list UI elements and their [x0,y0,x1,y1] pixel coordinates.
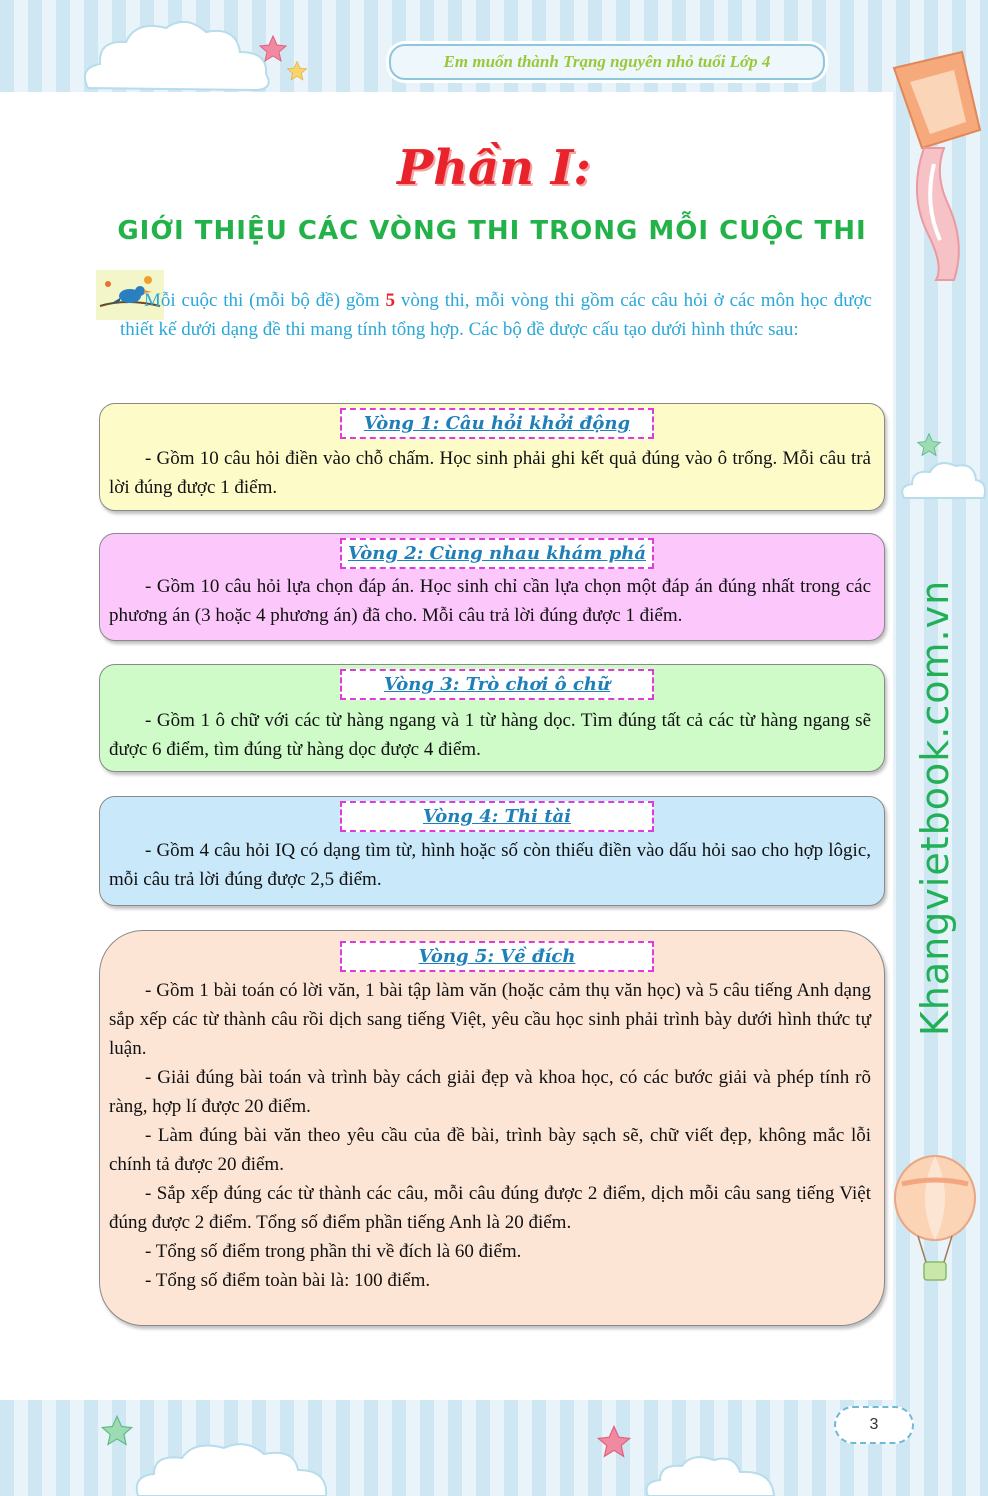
round-title: Vòng 3: Trò chơi ô chữ [340,669,654,700]
star-icon [596,1424,632,1460]
round-title: Vòng 2: Cùng nhau khám phá [340,538,654,569]
publisher-watermark: Khangvietbook.com.vn [913,579,957,1037]
round-paragraph: - Làm đúng bài văn theo yêu cầu của đề bài, trình bày sạch sẽ, chữ viết đẹp, không mắc lỗi chính tả được 20 điểm. [109,1125,871,1175]
round-paragraph: - Sắp xếp đúng các từ thành các câu, mỗi câu đúng được 2 điểm, dịch mỗi câu sang tiếng Việt đúng được 2 điểm. Tổng số điểm phần tiếng Anh là 20 điểm. [109,1183,871,1233]
intro-text-start: Mỗi cuộc thi (mỗi bộ đề) gồm [144,290,386,311]
round-description [109,572,871,630]
round-paragraph: - Gồm 4 câu hỏi IQ có dạng tìm từ, hình hoặc số còn thiếu điền vào dấu hỏi sao cho hợp lôgic, mỗi câu trả lời đúng được 2,5 điểm. [109,840,871,890]
star-icon [258,34,288,64]
page-title: Phần I: [397,140,591,196]
cloud-icon [78,18,278,96]
round-paragraph: - Giải đúng bài toán và trình bày cách giải đẹp và khoa học, có các bước giải và phép tính rõ ràng, hợp lí được 20 điểm. [109,1067,871,1117]
round-title: Vòng 5: Về đích [340,941,654,972]
intro-text-end: vòng thi, mỗi vòng thi gồm các câu hỏi ở các môn học được thiết kế dưới dạng đề thi mang tính tổng hợp. Các bộ đề được cấu tạo dưới hình thức sau: [120,290,872,340]
round-title: Vòng 1: Câu hỏi khởi động [340,408,654,439]
round-card-3 [99,664,885,772]
page-subtitle: GIỚI THIỆU CÁC VÒNG THI TRONG MỖI CUỘC THI [117,216,867,246]
star-icon [100,1414,134,1448]
star-icon [916,432,942,458]
series-title: Em muốn thành Trạng nguyên nhỏ tuổi Lớp 4 [389,44,825,80]
intro-round-count: 5 [385,290,396,311]
round-title: Vòng 4: Thi tài [340,801,654,832]
round-paragraph: - Gồm 1 bài toán có lời văn, 1 bài tập làm văn (hoặc cảm thụ văn học) và 5 câu tiếng Anh dạng sắp xếp các từ thành câu rồi dịch sang tiếng Việt, yêu cầu học sinh phải trình bày dưới hình thức tự luận. [109,980,871,1059]
star-icon [286,60,308,82]
round-paragraph: - Gồm 10 câu hỏi điền vào chỗ chấm. Học sinh phải ghi kết quả đúng vào ô trống. Mỗi câu trả lời đúng được 1 điểm. [109,448,871,498]
round-card-2 [99,533,885,641]
balloon-icon [890,1150,980,1290]
round-description [109,836,871,894]
round-card-4 [99,796,885,906]
page-number: 3 [834,1406,914,1444]
round-description [109,976,871,1295]
intro-paragraph [120,286,872,344]
round-card-5 [99,930,885,1326]
round-paragraph: - Tổng số điểm toàn bài là: 100 điểm. [145,1270,431,1291]
round-description [109,444,871,502]
cloud-icon [898,458,988,502]
round-paragraph: - Gồm 1 ô chữ với các từ hàng ngang và 1 từ hàng dọc. Tìm đúng tất cả các từ hàng ngang sẽ được 6 điểm, tìm đúng từ hàng dọc được 4 điểm. [109,710,871,760]
cloud-icon [642,1452,782,1496]
round-paragraph: - Tổng số điểm trong phần thi về đích là 60 điểm. [145,1241,522,1262]
round-card-1 [99,403,885,511]
cloud-icon [132,1440,332,1496]
round-description [109,706,871,764]
round-paragraph: - Gồm 10 câu hỏi lựa chọn đáp án. Học sinh chỉ cần lựa chọn một đáp án đúng nhất trong các phương án (3 hoặc 4 phương án) đã cho. Mỗi câu trả lời đúng được 1 điểm. [109,576,871,626]
